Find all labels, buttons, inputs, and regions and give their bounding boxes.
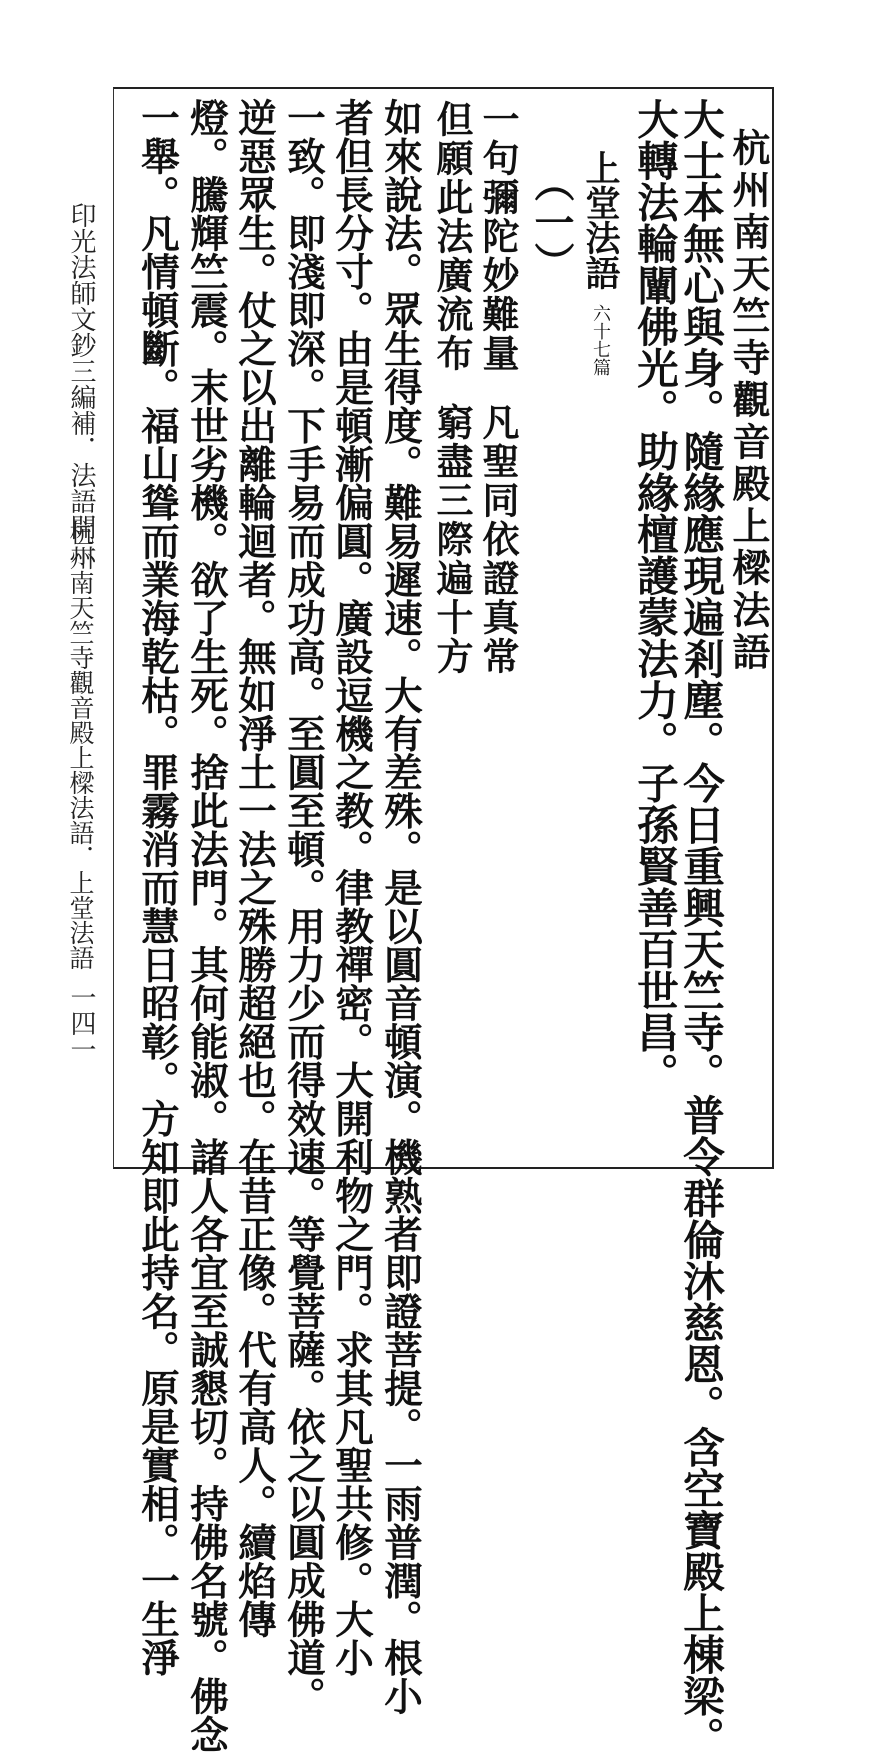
prose-line-4: 逆惡眾生。仗之以出離輪迴者。無如淨土一法之殊勝超絕也。在昔正像。代有高人。續焰傳 xyxy=(232,98,277,1638)
verse-line-2-a: 但願此法廣流布 xyxy=(430,100,474,373)
body-line-2: 大轉法輪闡佛光。助緣檀護蒙法力。子孫賢善百世昌。 xyxy=(630,98,679,1094)
item-number: （一） xyxy=(528,162,575,282)
verse-line-1 xyxy=(476,100,520,676)
body-line-1: 大士本無心與身。隨緣應現遍剎塵。今日重興天竺寺。普令群倫沐慈恩。含空寶殿上棟梁。 xyxy=(676,98,725,1758)
verse-line-1-a: 一句彌陀妙難量 xyxy=(476,100,520,373)
section-heading-block xyxy=(580,150,621,450)
section-note: 六十七篇 xyxy=(590,304,611,376)
page-number: 一四一 xyxy=(66,984,96,1062)
prose-line-5: 燈。騰輝竺震。末世劣機。欲了生死。捨此法門。其何能淑。諸人各宜至誠懇切。持佛名號。佛念 xyxy=(184,98,229,1754)
verse-line-2 xyxy=(430,100,474,676)
verse-line-1-b: 凡聖同依證真常 xyxy=(476,403,520,676)
prose-line-1: 如來說法。眾生得度。難易遲速。大有差殊。是以圓音頓演。機熟者即證菩提。一雨普潤。根小 xyxy=(378,98,423,1715)
section-heading: 上堂法語 xyxy=(580,150,621,290)
prose-line-3: 一致。即淺即深。下手易而成功高。至圓至頓。用力少而得效速。等覺菩薩。依之以圓成佛道。 xyxy=(281,98,326,1715)
book-section: 印光法師文鈔三編補．法語開示 xyxy=(66,202,96,566)
prose-line-2: 者但長分寸。由是頓漸偏圓。廣設逗機之教。律教禪密。大開利物之門。求其凡聖共修。大小 xyxy=(329,98,374,1677)
page-title: 杭州南天竺寺觀音殿上樑法語 xyxy=(726,128,771,674)
verse-line-2-b: 窮盡三際遍十方 xyxy=(430,403,474,676)
running-title: 杭州南天竺寺觀音殿上樑法語．上堂法語 xyxy=(66,520,95,970)
prose-line-6: 一舉。凡情頓斷。福山聳而業海乾枯。罪霧消而慧日昭彰。方知即此持名。原是實相。一生淨 xyxy=(135,98,180,1677)
